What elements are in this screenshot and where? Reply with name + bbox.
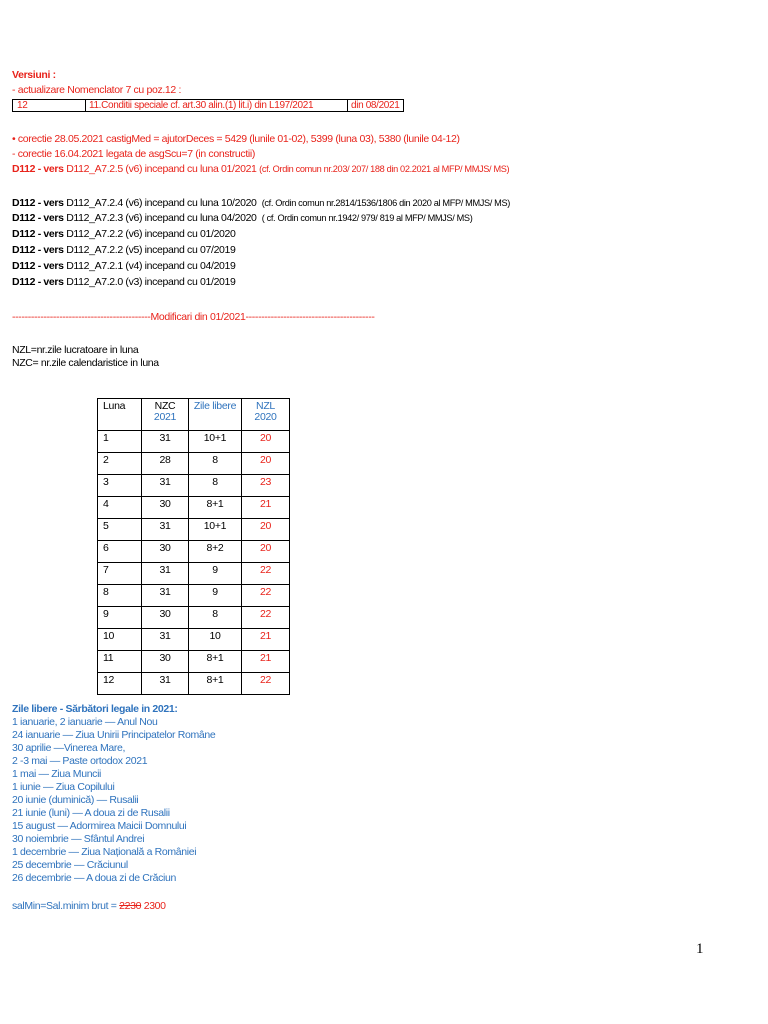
cell-luna: 4 [98, 497, 142, 519]
version-text: D112_A7.2.2 (v5) incepand cu 07/2019 [66, 244, 236, 256]
cell-nzl: 22 [242, 607, 290, 629]
cell-nzl: 22 [242, 673, 290, 695]
cell-nzc: 31 [142, 673, 189, 695]
days-table [97, 398, 290, 695]
table-row [98, 453, 290, 475]
versions-heading: Versiuni : [12, 69, 56, 81]
cell-luna: 3 [98, 475, 142, 497]
holiday-item: 1 mai — Ziua Muncii [12, 768, 102, 780]
version-line [12, 260, 236, 272]
table-row [98, 541, 290, 563]
nomenclator-description: 11.Conditii speciale cf. art.30 alin.(1) lit.i) din L197/2021 [89, 100, 314, 111]
cell-luna: 10 [98, 629, 142, 651]
holiday-item: 1 ianuarie, 2 ianuarie — Anul Nou [12, 716, 158, 728]
cell-nzl: 20 [242, 431, 290, 453]
salmin-line [12, 900, 166, 912]
holiday-item: 2 -3 mai — Paste ortodox 2021 [12, 755, 148, 767]
cell-nzc: 28 [142, 453, 189, 475]
version-text: D112_A7.2.4 (v6) incepand cu luna 10/2020 [66, 197, 257, 209]
cell-zile-libere: 8+1 [189, 673, 242, 695]
holiday-item: 30 noiembrie — Sfântul Andrei [12, 833, 145, 845]
cell-luna: 8 [98, 585, 142, 607]
header-nzc [142, 399, 189, 431]
cell-zile-libere: 8+1 [189, 651, 242, 673]
table-row [98, 607, 290, 629]
version-text: D112_A7.2.2 (v6) incepand cu 01/2020 [66, 228, 236, 240]
cell-nzc: 31 [142, 431, 189, 453]
holiday-item: 25 decembrie — Crăciunul [12, 859, 128, 871]
version-text: D112_A7.2.3 (v6) incepand cu luna 04/2020 [66, 212, 257, 224]
cell-zile-libere: 8 [189, 607, 242, 629]
cell-zile-libere: 9 [189, 585, 242, 607]
holiday-item: 21 iunie (luni) — A doua zi de Rusalii [12, 807, 170, 819]
table-row [98, 585, 290, 607]
cell-zile-libere: 10+1 [189, 431, 242, 453]
cell-nzl: 23 [242, 475, 290, 497]
cell-zile-libere: 10 [189, 629, 242, 651]
version-label: D112 - vers [12, 244, 64, 256]
cell-luna: 6 [98, 541, 142, 563]
table-row [98, 563, 290, 585]
cell-nzc: 30 [142, 541, 189, 563]
nzl-definition: NZL=nr.zile lucratoare in luna [12, 344, 139, 356]
nzc-definition: NZC= nr.zile calendaristice in luna [12, 357, 159, 369]
salmin-old-value: 2230 [119, 900, 142, 912]
nomenclator-from: din 08/2021 [351, 100, 400, 111]
version-label: D112 - vers [12, 197, 64, 209]
salmin-label: salMin=Sal.minim brut = [12, 900, 120, 912]
cell-zile-libere: 8+1 [189, 497, 242, 519]
cell-luna: 5 [98, 519, 142, 541]
cell-nzc: 31 [142, 563, 189, 585]
cell-luna: 2 [98, 453, 142, 475]
cell-zile-libere: 8 [189, 475, 242, 497]
cell-zile-libere: 10+1 [189, 519, 242, 541]
table-row [98, 431, 290, 453]
version-line [12, 276, 236, 288]
cell-nzl: 21 [242, 651, 290, 673]
nomenclator-table [12, 99, 404, 112]
version-note: (cf. Ordin comun nr.2814/1536/1806 din 2020 al MFP/ MMJS/ MS) [261, 198, 510, 208]
current-version-line [12, 163, 509, 175]
cell-nzc: 31 [142, 629, 189, 651]
version-line [12, 228, 236, 240]
cell-nzc: 30 [142, 607, 189, 629]
cell-zile-libere: 9 [189, 563, 242, 585]
holidays-heading: Zile libere - Sărbători legale in 2021: [12, 703, 178, 715]
version-text: D112_A7.2.1 (v4) incepand cu 04/2019 [66, 260, 236, 272]
version-text: D112_A7.2.0 (v3) incepand cu 01/2019 [66, 276, 236, 288]
version-label: D112 - vers [12, 212, 64, 224]
header-zile-libere: Zile libere [189, 399, 242, 431]
cell-nzc: 31 [142, 519, 189, 541]
table-row [98, 673, 290, 695]
cell-zile-libere: 8+2 [189, 541, 242, 563]
table-row [98, 629, 290, 651]
cell-nzl: 21 [242, 497, 290, 519]
cell-nzl: 20 [242, 519, 290, 541]
cell-nzl: 20 [242, 541, 290, 563]
cell-nzc: 30 [142, 651, 189, 673]
version-label: D112 - vers [12, 276, 64, 288]
version-line [12, 197, 510, 209]
table-row [98, 475, 290, 497]
holiday-item: 15 august — Adormirea Maicii Domnului [12, 820, 187, 832]
cell-nzl: 22 [242, 563, 290, 585]
header-nzl-label: NZL [256, 400, 275, 412]
cell-luna: 12 [98, 673, 142, 695]
header-nzc-year: 2021 [153, 411, 177, 423]
header-nzc-label: NZC [154, 400, 176, 412]
table-header-row [98, 399, 290, 431]
holiday-item: 20 iunie (duminică) — Rusalii [12, 794, 139, 806]
current-version-note: (cf. Ordin comun nr.203/ 207/ 188 din 02.2021 al MFP/ MMJS/ MS) [259, 164, 510, 174]
page-number: 1 [696, 941, 704, 957]
table-row [98, 519, 290, 541]
holiday-item: 1 decembrie — Ziua Națională a României [12, 846, 197, 858]
table-row [98, 497, 290, 519]
salmin-new-value: 2300 [143, 900, 166, 912]
version-label: D112 - vers [12, 228, 64, 240]
cell-nzl: 22 [242, 585, 290, 607]
table-row [98, 651, 290, 673]
holiday-item: 26 decembrie — A doua zi de Crăciun [12, 872, 177, 884]
cell-luna: 11 [98, 651, 142, 673]
cell-luna: 9 [98, 607, 142, 629]
header-luna: Luna [98, 399, 142, 431]
version-label: D112 - vers [12, 260, 64, 272]
cell-nzl: 20 [242, 453, 290, 475]
holiday-item: 1 iunie — Ziua Copilului [12, 781, 115, 793]
correction-line-1: • corectie 28.05.2021 castigMed = ajutorDeces = 5429 (lunile 01-02), 5399 (luna 03), 5380 (lunile 04-12) [12, 133, 460, 145]
holiday-item: 24 ianuarie — Ziua Unirii Principatelor Române [12, 729, 216, 741]
cell-nzl: 21 [242, 629, 290, 651]
cell-zile-libere: 8 [189, 453, 242, 475]
nomenclator-code: 12 [17, 100, 28, 111]
current-version-label: D112 - vers [12, 163, 64, 175]
correction-line-2: - corectie 16.04.2021 legata de asgScu=7 (in constructii) [12, 148, 255, 160]
cell-nzc: 30 [142, 497, 189, 519]
version-line [12, 244, 236, 256]
version-note: ( cf. Ordin comun nr.1942/ 979/ 819 al MFP/ MMJS/ MS) [261, 213, 473, 223]
current-version-text: D112_A7.2.5 (v6) incepand cu luna 01/2021 [66, 163, 257, 175]
header-nzl [242, 399, 290, 431]
header-nzl-year: 2020 [254, 411, 277, 423]
cell-nzc: 31 [142, 475, 189, 497]
cell-luna: 7 [98, 563, 142, 585]
holiday-item: 30 aprilie —Vinerea Mare, [12, 742, 126, 754]
version-line [12, 212, 472, 224]
cell-luna: 1 [98, 431, 142, 453]
cell-nzc: 31 [142, 585, 189, 607]
changes-divider: --------------------------------------------Modificari din 01/2021----------------------------------------- [12, 311, 375, 323]
nomenclator-update-note: - actualizare Nomenclator 7 cu poz.12 : [12, 84, 182, 96]
